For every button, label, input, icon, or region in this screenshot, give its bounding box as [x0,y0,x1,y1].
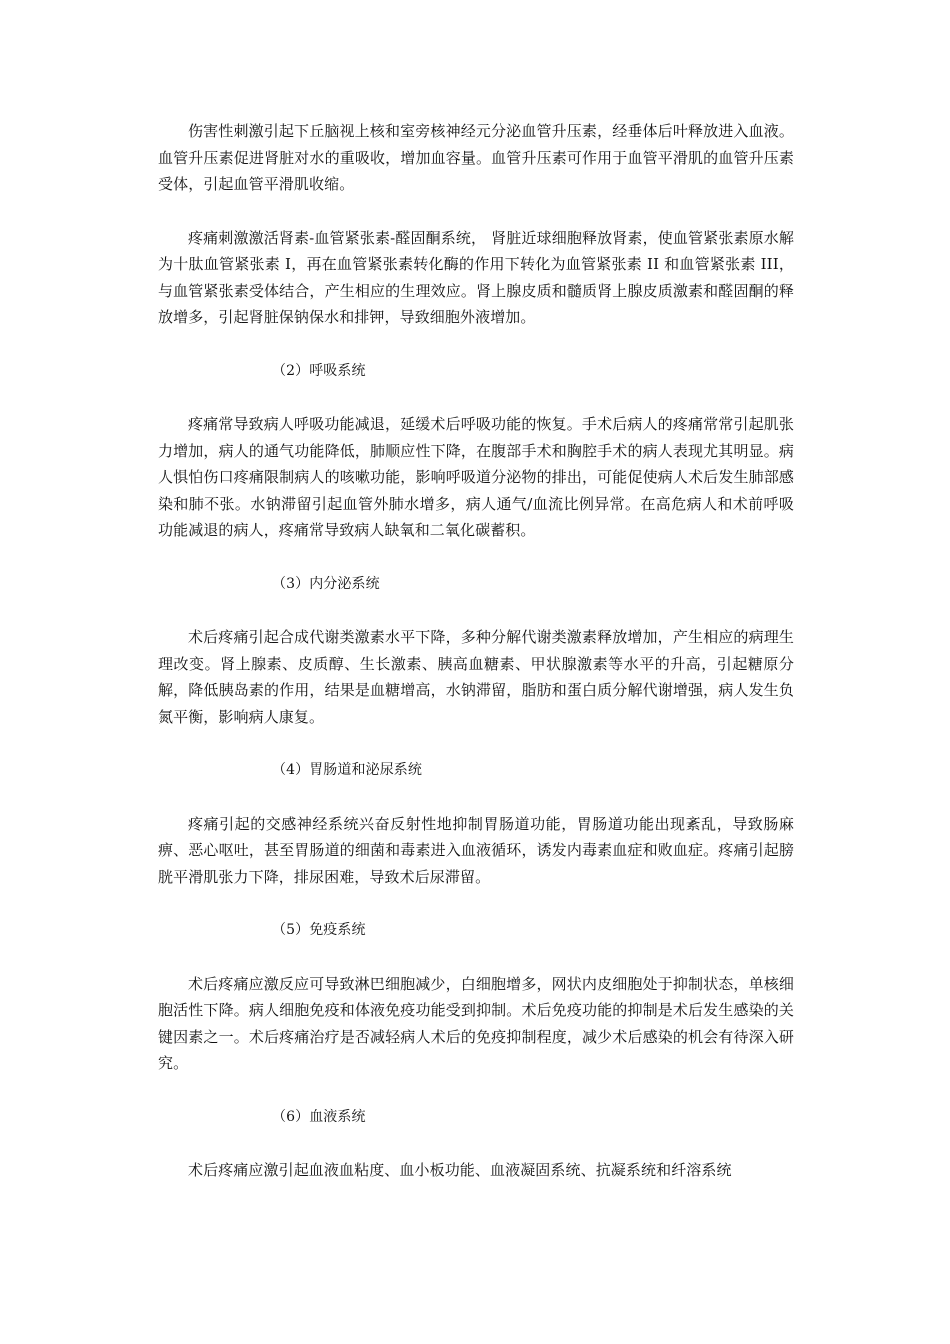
section-heading-text: （5）免疫系统 [272,922,366,938]
section-heading-text: （2）呼吸系统 [272,362,366,379]
paragraph-vasopressin: 伤害性刺激引起下丘脑视上核和室旁核神经元分泌血管升压素，经垂体后叶释放进入血液。血管升压素促进肾脏对水的重吸收，增加血容量。血管升压素可作用于血管平滑肌的血管升压素受体，引起血管平滑肌收缩。 [158,122,794,193]
document-body [158,118,794,1211]
section-heading-gastrointestinal [158,757,794,784]
section-heading-text: （3）内分泌系统 [272,575,380,592]
section-heading-text: （4）胃肠道和泌尿系统 [272,762,423,778]
paragraph-endocrine: 术后疼痛引起合成代谢类激素水平下降，多种分解代谢类激素释放增加，产生相应的病理生理改变。肾上腺素、皮质醇、生长激素、胰高血糖素、甲状腺激素等水平的升高，引起糖原分解，降低胰岛素的作用，结果是血糖增高，水钠滞留，脂肪和蛋白质分解代谢增强，病人发生负氮平衡，影响病人康复。 [158,628,794,726]
paragraph-immune: 术后疼痛应激反应可导致淋巴细胞减少，白细胞增多，网状内皮细胞处于抑制状态，单核细胞活性下降。病人细胞免疫和体液免疫功能受到抑制。术后免疫功能的抑制是术后发生感染的关键因素之一。术后疼痛治疗是否减轻病人术后的免疫抑制程度，减少术后感染的机会有待深入研究。 [158,974,794,1072]
paragraph-gastrointestinal: 疼痛引起的交感神经系统兴奋反射性地抑制胃肠道功能，胃肠道功能出现紊乱，导致肠麻痹、恶心呕吐，甚至胃肠道的细菌和毒素进入血液循环，诱发内毒素血症和败血症。疼痛引起膀胱平滑肌张力下降，排尿困难，导致术后尿滞留。 [158,814,794,886]
section-heading-text: （6）血液系统 [272,1108,366,1125]
section-heading-immune [158,917,794,944]
paragraph-respiratory: 疼痛常导致病人呼吸功能减退，延缓术后呼吸功能的恢复。手术后病人的疼痛常常引起肌张力增加，病人的通气功能降低，肺顺应性下降，在腹部手术和胸腔手术的病人表现尤其明显。病人惧怕伤口疼痛限制病人的咳嗽功能，影响呼吸道分泌物的排出，可能促使病人术后发生肺部感染和肺不张。水钠滞留引起血管外肺水增多，病人通气/血流比例异常。在高危病人和术前呼吸功能减退的病人，疼痛常导致病人缺氧和二氧化碳蓄积。 [158,415,794,539]
paragraph-renin-angiotensin: 疼痛刺激激活肾素-血管紧张素-醛固酮系统， 肾脏近球细胞释放肾素，使血管紧张素原水解为十肽血管紧张素 I，再在血管紧张素转化酶的作用下转化为血管紧张素 II 和血管紧张素 III，与血管紧张素受体结合，产生相应的生理效应。肾上腺皮质和髓质肾上腺皮质激素和醛固酮的释放增多，引起肾脏保钠保水和排钾，导致细胞外液增加。 [158,228,794,326]
paragraph-blood: 术后疼痛应激引起血液血粘度、血小板功能、血液凝固系统、抗凝系统和纤溶系统 [188,1161,732,1179]
section-heading-respiratory [158,358,794,385]
section-heading-endocrine [158,571,794,598]
section-heading-blood [158,1104,794,1131]
